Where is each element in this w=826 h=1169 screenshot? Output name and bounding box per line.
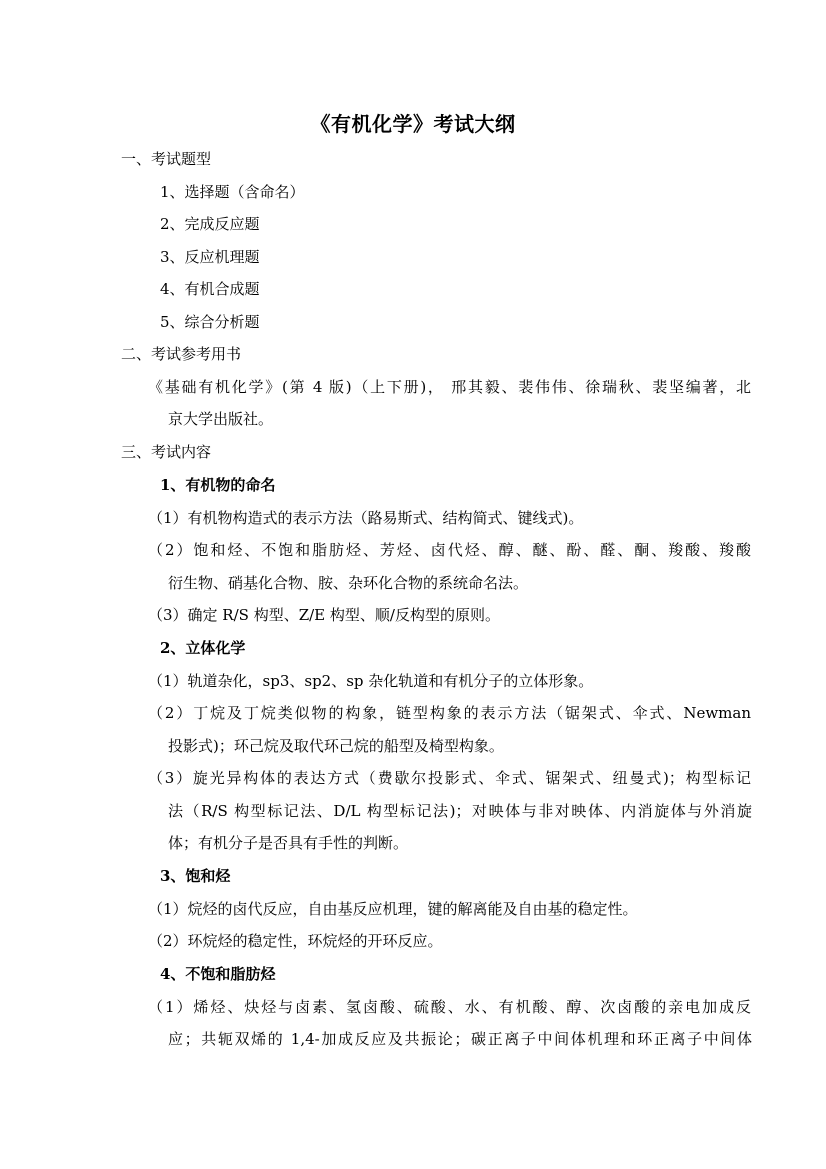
topic-line: （2）环烷烃的稳定性，环烷烃的开环反应。 (148, 932, 443, 950)
topic-line: （2）丁烷及丁烷类似物的构象，链型构象的表示方法（锯架式、伞式、Newman (148, 704, 751, 722)
topic-line: （1）有机物构造式的表示方法（路易斯式、结构简式、键线式)。 (148, 509, 584, 527)
topic-line: （3）确定 R/S 构型、Z/E 构型、顺/反构型的原则。 (148, 606, 500, 624)
list-item: 5、综合分析题 (160, 313, 260, 331)
list-item: 2、完成反应题 (160, 215, 260, 233)
topic-line: 法（R/S 构型标记法、D/L 构型标记法)；对映体与非对映体、内消旋体与外消旋 (168, 802, 752, 820)
topic-line: 体；有机分子是否具有手性的判断。 (168, 834, 409, 852)
list-item: 1、选择题（含命名） (160, 183, 305, 201)
topic-line: （2）饱和烃、不饱和脂肪烃、芳烃、卤代烃、醇、醚、酚、醛、酮、羧酸、羧酸 (148, 541, 751, 559)
topic-heading-unsaturated-aliphatic-hydrocarbons: 4、不饱和脂肪烃 (160, 965, 276, 983)
topic-line: （1）轨道杂化，sp3、sp2、sp 杂化轨道和有机分子的立体形象。 (148, 672, 594, 690)
list-item: 4、有机合成题 (160, 280, 260, 298)
section-heading-exam-types: 一、考试题型 (121, 150, 212, 168)
reference-book-line: 《基础有机化学》(第 4 版)（上下册)， 邢其毅、裴伟伟、徐瑞秋、裴坚编著，北 (148, 378, 751, 396)
topic-heading-saturated-hydrocarbons: 3、饱和烃 (160, 867, 231, 885)
reference-book-line: 京大学出版社。 (168, 410, 274, 428)
topic-line: 应；共轭双烯的 1,4-加成反应及共振论；碳正离子中间体机理和环正离子中间体 (168, 1030, 752, 1048)
list-item: 3、反应机理题 (160, 248, 260, 266)
topic-line: （3）旋光异构体的表达方式（费歇尔投影式、伞式、锯架式、纽曼式)；构型标记 (148, 769, 751, 787)
topic-heading-nomenclature: 1、有机物的命名 (160, 476, 276, 494)
section-heading-exam-content: 三、考试内容 (121, 443, 212, 461)
document-title: 《有机化学》考试大纲 (310, 112, 516, 136)
topic-line: 衍生物、硝基化合物、胺、杂环化合物的系统命名法。 (168, 574, 529, 592)
section-heading-reference-book: 二、考试参考用书 (121, 345, 242, 363)
topic-line: （1）烷烃的卤代反应，自由基反应机理，键的解离能及自由基的稳定性。 (148, 900, 638, 918)
topic-heading-stereochemistry: 2、立体化学 (160, 639, 246, 657)
topic-line: 投影式)；环己烷及取代环己烷的船型及椅型构象。 (168, 737, 504, 755)
topic-line: （1）烯烃、炔烃与卤素、氢卤酸、硫酸、水、有机酸、醇、次卤酸的亲电加成反 (148, 998, 751, 1016)
